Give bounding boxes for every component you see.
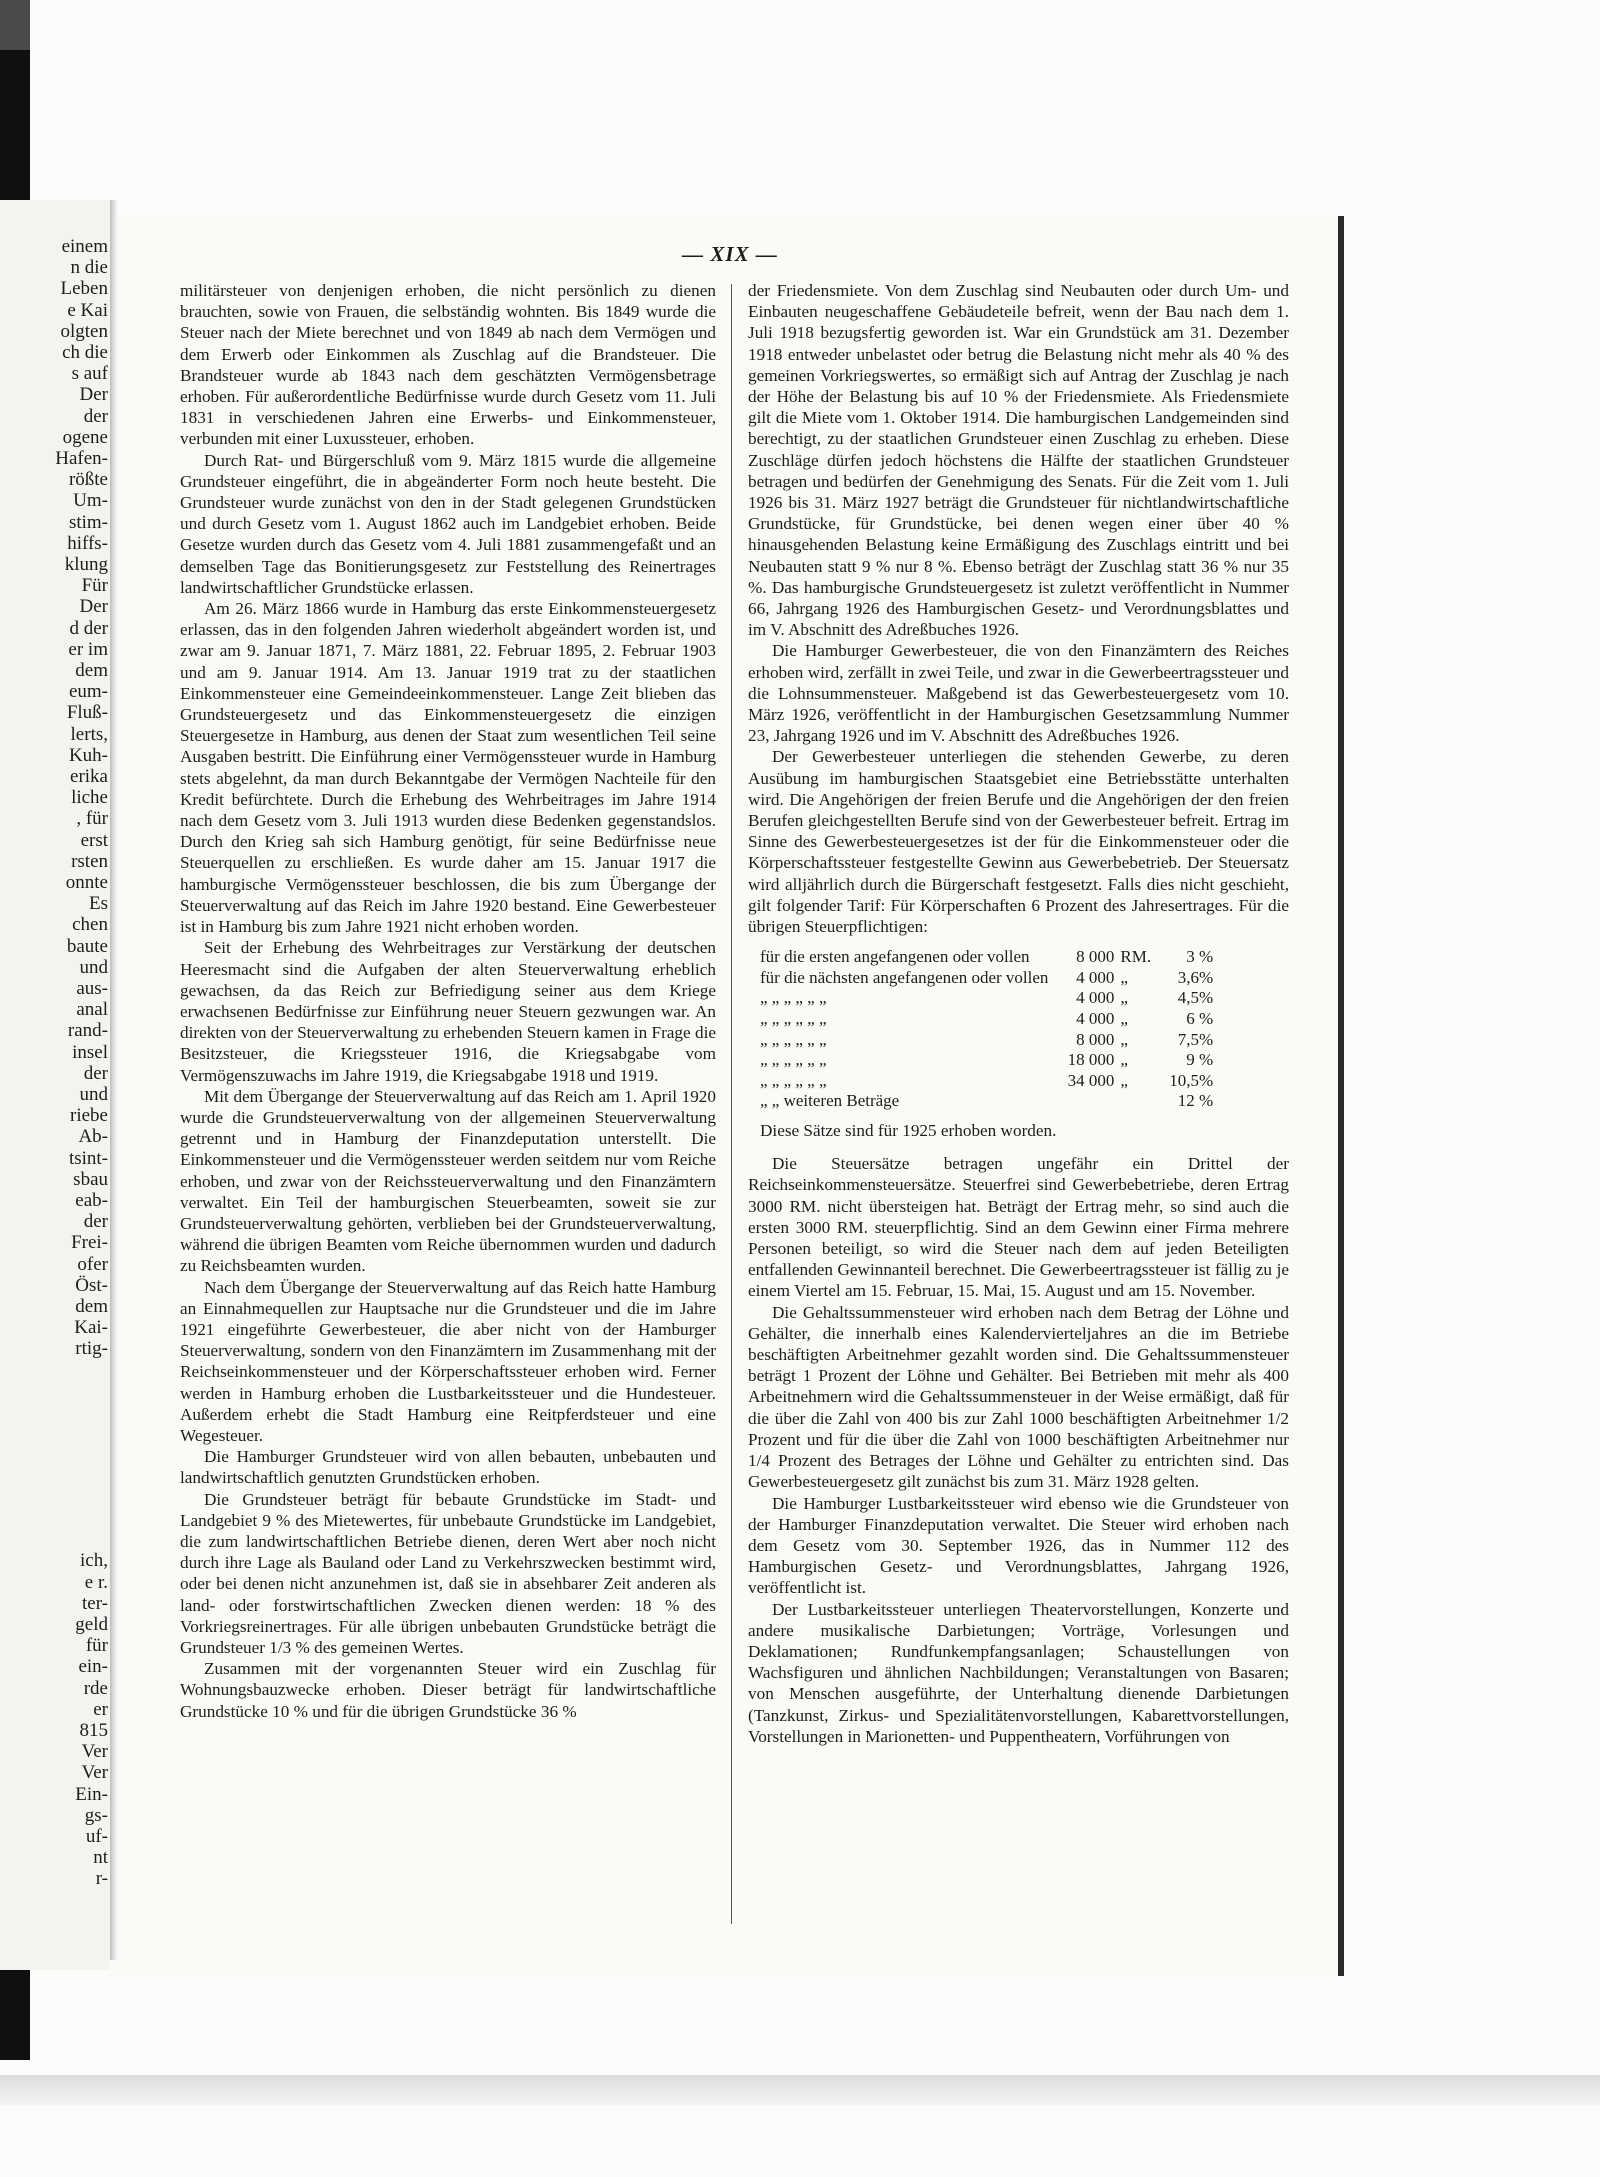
tarif-amount: 8 000 xyxy=(1076,1029,1115,1049)
left-page-fragment: n die xyxy=(70,257,108,279)
left-page-fragment: und xyxy=(79,956,108,978)
tarif-rate: 3,6% xyxy=(1177,967,1214,987)
tarif-row xyxy=(760,968,1219,989)
left-page-fragment: Leben xyxy=(60,278,108,300)
paragraph: militärsteuer von denjenigen erhoben, die nicht persönlich zu dienen brauchten, sowie von Frauen, die selbständig wohnten. Bis 1849 wurde die Steuer nach der Miete berechnet und von 1849 ab nach dem Vermögen und dem Erwerb oder Einkommen als Zuschlag auf die Brandsteuer. Die Brandsteuer wurde ab 1843 nach dem geschätzten Vermögensbetrage erhoben. Für außerordentliche Bedürfnisse wurde durch Gesetz vom 11. Juli 1831 in verschiedenen Jahren eine Erwerbs- und Einkommensteuer, verbunden mit einer Luxussteuer, erhoben. xyxy=(180,281,716,449)
left-page-fragment: aus- xyxy=(76,978,108,999)
tarif-text: „ „ „ „ „ „ xyxy=(760,1029,827,1049)
left-column xyxy=(180,280,716,1722)
left-page-fragment: chen xyxy=(72,914,108,936)
left-page-fragment: und xyxy=(79,1084,108,1105)
tarif-row xyxy=(760,1071,1219,1092)
left-page-fragment: lerts, xyxy=(70,723,108,745)
tarif-row xyxy=(760,1050,1219,1071)
tarif-unit: „ xyxy=(1120,1009,1128,1029)
left-page-fragment: r- xyxy=(95,1868,108,1890)
left-page-fragment: ofer xyxy=(77,1253,108,1275)
left-page-fragment: dem xyxy=(75,1296,108,1317)
tarif-unit xyxy=(1120,1091,1157,1112)
left-page-fragment: Frei- xyxy=(71,1232,108,1254)
tarif-amount: 4 000 xyxy=(1076,1009,1115,1029)
left-page-fragment: Fluß- xyxy=(66,702,108,724)
tarif-amount: 8 000 xyxy=(1076,947,1115,967)
tarif-unit: „ xyxy=(1120,1070,1128,1090)
left-page-fragment: dem xyxy=(75,660,108,681)
left-page-fragment: Für xyxy=(81,575,108,597)
left-page-fragment: stim- xyxy=(68,511,108,533)
tarif-rate: 7,5% xyxy=(1177,1029,1214,1049)
page-gutter xyxy=(110,200,118,1960)
left-page-fragment: Ver xyxy=(81,1762,108,1784)
tarif-rate: 3 % xyxy=(1186,947,1214,967)
paragraph: Durch Rat- und Bürgerschluß vom 9. März 1815 wurde die allgemeine Grundsteuer eingeführt, die in abgeänderter Form noch heute besteht. Die Grundsteuer wurde zunächst von den in der Stadt gelegenen Grundstücken und durch Gesetz vom 1. August 1862 auch im Landgebiet erhoben. Beide Gesetze wurden durch das Gesetz vom 4. Juli 1881 zusammengefaßt und an demselben Tage das Bonitierungsgesetz zur Feststellung des Reinertrages landwirtschaftlicher Grundstücke erlassen. xyxy=(180,450,716,597)
paragraph: Der Gewerbesteuer unterliegen die stehenden Gewerbe, zu deren Ausübung im hamburgischen Staatsgebiet eine Betriebsstätte unterhalten wird. Die Angehörigen der freien Berufe und die Angehörigen der den freien Berufen gleichgestellten Berufe sind von der Gewerbesteuer befreit. Ertrag im Sinne des Gewerbesteuergesetzes ist der für die Einkommensteuer oder die Körperschaftssteuer festgestellte Gewinn aus Gewerbebetrieb. Der Steuersatz wird alljährlich durch die Bürgerschaft festgesetzt. Falls dies nicht geschieht, gilt folgender Tarif: Für Körperschaften 6 Prozent des Jahresertrages. Für die übrigen Steuerpflichtigen: xyxy=(748,747,1289,937)
tarif-amount: 4 000 xyxy=(1076,988,1115,1008)
left-page-fragment: insel xyxy=(72,1041,108,1063)
left-page-fragment: ich, xyxy=(80,1550,108,1572)
left-page-fragment: erika xyxy=(70,766,108,787)
paragraph: Die Grundsteuer beträgt für bebaute Grundstücke im Stadt- und Landgebiet 9 % des Mietewertes, für unbebaute Grundstücke im Landgebiet, die zum landwirtschaftlichen Betriebe dienen, deren Wert aber noch nicht durch ihre Lage als Bauland oder Land zu Verkehrszwecken bestimmt wird, oder bei denen nicht anzunehmen ist, daß sie in absehbarer Zeit anderen als land- oder forstwirtschaftlichen Zwecken dienen werden: 18 % des Vorkriegsreinertrages. Für alle übrigen unbebauten Grundstücke beträgt die Grundsteuer 1/3 % des gemeinen Wertes. xyxy=(180,1489,716,1657)
tarif-amount: 4 000 xyxy=(1076,967,1115,987)
tarif-row xyxy=(760,1091,1219,1112)
left-page-fragment: eum- xyxy=(68,681,108,703)
left-page-fragment: der xyxy=(83,405,108,427)
left-page-fragment: Ein- xyxy=(75,1783,108,1805)
tax-rate-table xyxy=(760,947,1219,1112)
left-page-fragment: der xyxy=(83,1062,108,1084)
tarif-row xyxy=(760,1009,1219,1030)
tarif-unit: „ xyxy=(1120,1029,1128,1049)
left-page-fragment: ein- xyxy=(78,1656,108,1678)
left-page-fragment: onnte xyxy=(65,872,108,893)
left-page-fragment: anal xyxy=(76,999,108,1021)
scan-bottom-edge xyxy=(0,2075,1600,2105)
tarif-text: für die nächsten angefangenen oder vollen xyxy=(760,967,1049,987)
tarif-amount: 34 000 xyxy=(1067,1070,1115,1090)
left-page-fragment: ch die xyxy=(62,342,108,363)
left-page-fragment: Der xyxy=(79,384,108,406)
paragraph: Die Hamburger Grundsteuer wird von allen bebauten, unbebauten und landwirtschaftlich genutzten Grundstücken erhoben. xyxy=(180,1447,716,1488)
left-page-fragment: eab- xyxy=(75,1190,108,1211)
tarif-unit: RM. xyxy=(1120,947,1152,967)
paragraph: Die Hamburger Gewerbesteuer, die von den Finanzämtern des Reiches erhoben wird, zerfällt in zwei Teile, und zwar in die Gewerbeertragssteuer und die Lohnsummensteuer. Maßgebend ist das Gewerbesteuergesetz vom 10. März 1926, veröffentlicht in der Hamburgischen Gesetzsammlung Nummer 23, Jahrgang 1926 und im V. Abschnitt des Adreßbuches 1926. xyxy=(748,641,1289,746)
left-page-fragment: s auf xyxy=(71,363,108,385)
tarif-rate: 10,5% xyxy=(1169,1070,1214,1090)
left-page-fragment: e r. xyxy=(84,1571,108,1593)
tarif-amount xyxy=(1054,1091,1120,1112)
left-page-fragment: Kai- xyxy=(74,1317,108,1339)
left-page-fragment: Ver xyxy=(81,1741,108,1763)
left-page-fragment: tsint- xyxy=(68,1147,108,1169)
left-page-fragment: , für xyxy=(76,808,108,830)
left-page-fragment: e Kai xyxy=(67,299,108,321)
tarif-row xyxy=(760,988,1219,1009)
left-page-fragment: gs- xyxy=(84,1804,108,1826)
left-page-fragment: rößte xyxy=(68,469,108,491)
left-page-fragment: einem xyxy=(61,236,108,257)
left-page-fragment: für xyxy=(85,1635,108,1657)
paragraph: der Friedensmiete. Von dem Zuschlag sind Neubauten oder durch Um- und Einbauten neugeschaffene Gebäudeteile befreit, wenn der Bau nach dem 1. Juli 1918 bezugsfertig geworden ist. War ein Grundstück am 31. Dezember 1918 entweder unbelastet oder betrug die Belastung nicht mehr als 40 % des gemeinen Vorkriegswertes, so ermäßigt sich auf Antrag der Zuschlag je nach der Höhe der Belastung bis auf 10 % der Friedensmiete. Als Friedensmiete gilt die Miete vom 1. Oktober 1914. Die hamburgischen Landgemeinden sind berechtigt, zu der staatlichen Grundsteuer einen Zuschlag zu erheben. Diese Zuschläge dürfen jedoch höchstens die Hälfte der staatlichen Grundsteuer betragen und bedürfen der Genehmigung des Senats. Für die Zeit vom 1. Juli 1926 bis 31. März 1927 beträgt die Grundsteuer für nichtlandwirtschaftliche Grundstücke, für Grundstücke, bei denen wegen einer über 40 % hinausgehenden Belastung keine Ermäßigung des Zuschlags eintritt und bei Neubauten statt 9 % nur 8 %. Ebenso beträgt der Zuschlag statt 36 % nur 35 %. Das hamburgische Grundsteuergesetz ist zuletzt veröffentlicht in Nummer 66, Jahrgang 1926 des Hamburgischen Gesetz- und Verordnungsblattes und im V. Abschnitt des Adreßbuches 1926. xyxy=(748,281,1289,640)
tarif-unit: „ xyxy=(1120,967,1128,987)
left-page-fragment: d der xyxy=(69,617,108,639)
tarif-unit: „ xyxy=(1120,988,1128,1008)
left-page-edge xyxy=(0,200,110,1970)
tarif-rate: 12 % xyxy=(1177,1091,1214,1111)
left-page-fragment: olgten xyxy=(60,320,108,342)
left-page-fragment: der xyxy=(83,1211,108,1233)
left-page-fragment: Öst- xyxy=(75,1274,108,1296)
column-divider xyxy=(731,284,732,1924)
page-number: — XIX — xyxy=(682,242,778,266)
left-page-fragment: ogene xyxy=(62,426,108,448)
left-page-fragment: klung xyxy=(64,554,108,575)
tarif-note: Diese Sätze sind für 1925 erhoben worden. xyxy=(760,1121,1057,1141)
left-page-fragment: 815 xyxy=(79,1720,108,1741)
paragraph: Zusammen mit der vorgenannten Steuer wird ein Zuschlag für Wohnungsbauzwecke erhoben. Dieser beträgt für landwirtschaftliche Grundstücke 10 % und für die übrigen Grundstücke 36 % xyxy=(180,1659,716,1721)
tarif-rate: 4,5% xyxy=(1177,988,1214,1008)
tarif-text: „ „ weiteren Beträge xyxy=(760,1091,900,1111)
tarif-text: „ „ „ „ „ „ xyxy=(760,1050,827,1070)
tarif-row xyxy=(760,947,1219,968)
left-page-fragment: baute xyxy=(66,935,108,957)
paragraph: Mit dem Übergange der Steuerverwaltung auf das Reich am 1. April 1920 wurde die Grundsteuerverwaltung von der allgemeinen Steuerverwaltung getrennt und in Hamburg der Finanzdeputation unterstellt. Die Einkommensteuer und die Vermögenssteuer werden seitdem nur vom Reiche erhoben, und zwar von der Reichssteuerverwaltung und den Finanzämtern verwaltet. Ein Teil der hamburgischen Steuerbeamten, soweit sie zur Grundsteuerverwaltung gehörten, verblieben bei der Grundsteuerverwaltung, während die übrigen Beamten vom Reiche übernommen wurden und dadurch zu Reichsbeamten wurden. xyxy=(180,1086,716,1276)
left-page-fragment: rsten xyxy=(71,850,108,872)
left-page-fragment: Ab- xyxy=(78,1126,108,1148)
left-page-fragment: rtig- xyxy=(75,1338,108,1360)
left-page-fragment: riebe xyxy=(70,1105,108,1127)
left-page-fragment: er xyxy=(93,1698,108,1720)
paragraph: Die Hamburger Lustbarkeitssteuer wird ebenso wie die Grundsteuer von der Hamburger Finanzdeputation verwaltet. Die Steuer wird erhoben nach dem Gesetz vom 30. September 1926, das in Nummer 112 des Hamburgischen Gesetz- und Verordnungsblattes, Jahrgang 1926, veröffentlicht ist. xyxy=(748,1493,1289,1598)
right-column xyxy=(748,280,1289,1747)
tarif-unit: „ xyxy=(1120,1050,1128,1070)
left-page-fragment: uf- xyxy=(85,1826,108,1847)
paragraph: Am 26. März 1866 wurde in Hamburg das erste Einkommensteuergesetz erlassen, das in den folgenden Jahren wiederholt abgeändert worden ist, und zwar am 9. Januar 1871, 7. März 1881, 22. Februar 1895, 2. Februar 1903 und am 9. Januar 1914. Am 13. Januar 1919 trat zu der staatlichen Einkommensteuer eine Gemeindeeinkommensteuer. Lange Zeit blieben das Grundsteuergesetz und das Einkommensteuergesetz die einzigen Steuergesetze in Hamburg, aus denen der Staat zum wesentlichen Teil seine Ausgaben bestritt. Die Einführung einer Vermögenssteuer wurde in Hamburg stets abgelehnt, da man durch Bekanntgabe der Vermögen Nachteile für den Kredit befürchtete. Durch die Erhebung des Wehrbeitrages im Jahre 1914 nach dem Gesetz vom 3. Juli 1913 wurden diese Bedenken gegenstandslos. Durch den Krieg sah sich Hamburg genötigt, für seine Bedürfnisse neue Steuerquellen zu erschließen. Es wurde daher am 15. Januar 1917 die hamburgische Vermögenssteuer beschlossen, die bis zum Übergange der Steuerverwaltung auf das Reich im Jahre 1920 bestand. Eine Gewerbesteuer ist in Hamburg bis zum Jahre 1921 nicht erhoben worden. xyxy=(180,599,716,937)
left-page-fragment: er im xyxy=(68,638,108,660)
tarif-rate: 6 % xyxy=(1186,1009,1214,1029)
tarif-rate: 9 % xyxy=(1186,1050,1214,1070)
paragraph: Seit der Erhebung des Wehrbeitrages zur Verstärkung der deutschen Heeresmacht sind die Aufgaben der alten Steuerverwaltung erheblich gewachsen, da das Reich zur Befriedigung seiner aus dem Kriege erwachsenen Bedürfnisse zur Einführung neuer Steuern gezwungen war. An direkten von der Steuerverwaltung zu erhebenden Steuern kamen in Frage die Besitzsteuer, die Kriegssteuer 1916, die Kriegsabgabe vom Vermögenszuwachs im Jahre 1919, die Kriegsabgabe 1918 und 1919. xyxy=(180,938,716,1085)
paragraph: Der Lustbarkeitssteuer unterliegen Theatervorstellungen, Konzerte und andere musikalische Darbietungen; Vorträge, Vorlesungen und Deklamationen; Rundfunkempfangsanlagen; Schaustellungen von Wachsfiguren und ähnlichen Nachbildungen; Veranstaltungen von Basaren; von Menschen ausgeführte, der Unterhaltung dienende Darbietungen (Tanzkunst, Zirkus- und Spezialitätenvorstellungen, Kabarettvorstellungen, Vorstellungen in Marionetten- und Puppentheatern, Vorführungen von xyxy=(748,1599,1289,1746)
tarif-text: für die ersten angefangenen oder vollen xyxy=(760,947,1030,967)
left-page-fragment: Es xyxy=(89,893,108,915)
tarif-text: „ „ „ „ „ „ xyxy=(760,988,827,1008)
left-page-fragment: Der xyxy=(79,596,108,618)
spine-shadow-top xyxy=(0,0,30,55)
tarif-row xyxy=(760,1030,1219,1051)
left-page-fragment: hiffs- xyxy=(67,532,108,554)
left-page-fragment: rand- xyxy=(67,1020,108,1042)
tarif-text: „ „ „ „ „ „ xyxy=(760,1009,827,1029)
paragraph: Nach dem Übergange der Steuerverwaltung auf das Reich hatte Hamburg an Einnahmequellen zur Hauptsache nur die Grundsteuer und die im Jahre 1921 eingeführte Gewerbesteuer, die aber nicht von der Hamburger Steuerverwaltung, sondern von den Finanzämtern im Zusammenhang mit der Reichseinkommensteuer und der Körperschaftssteuer erhoben wird. Ferner werden in Hamburg erhoben die Lustbarkeitssteuer und die Hundesteuer. Außerdem erhebt die Stadt Hamburg eine Reitpferdsteuer und eine Wegesteuer. xyxy=(180,1277,716,1445)
tarif-text: „ „ „ „ „ „ xyxy=(760,1070,827,1090)
left-page-fragment: liche xyxy=(71,787,108,809)
left-page-fragment: Hafen- xyxy=(55,448,108,469)
left-page-fragment: rde xyxy=(83,1677,108,1699)
left-page-fragment: erst xyxy=(80,829,108,851)
paragraph: Die Gehaltssummensteuer wird erhoben nach dem Betrag der Löhne und Gehälter, die innerhalb eines Kalendervierteljahres an die im Betriebe beschäftigten Arbeitnehmer gezahlt worden sind. Die Gehaltssummensteuer beträgt 1 Prozent der Löhne und Gehälter. Bei Betrieben mit mehr als 400 Arbeitnehmern wird die Gehaltssummensteuer in der Weise ermäßigt, daß für die über die Zahl von 400 bis zur Zahl 1000 beschäftigten Arbeitnehmer 1/2 Prozent und für die über die Zahl von 1000 beschäftigten Arbeitnehmer nur 1/4 Prozent des Betrages der Löhne und Gehälter zu entrichten sind. Das Gewerbesteuergesetz gilt zunächst bis zum 31. März 1928 gelten. xyxy=(748,1302,1289,1492)
left-page-fragment: Um- xyxy=(73,490,108,512)
left-page-fragment: ter- xyxy=(82,1592,108,1614)
left-page-fragment: nt xyxy=(93,1847,108,1869)
left-page-fragment: sbau xyxy=(73,1168,108,1190)
left-page-fragment: geld xyxy=(75,1614,108,1635)
left-page-fragment: Kuh- xyxy=(68,744,108,766)
tarif-amount: 18 000 xyxy=(1067,1050,1115,1070)
paragraph: Die Steuersätze betragen ungefähr ein Drittel der Reichseinkommensteuersätze. Steuerfrei sind Gewerbebetriebe, deren Ertrag 3000 RM. nicht übersteigen hat. Beträgt der Ertrag mehr, so sind auch die ersten 3000 RM. steuerpflichtig. Sind an dem Gewinn einer Firma mehrere Personen beteiligt, so wird die Steuer nach dem auf jeden Beteiligten entfallenden Gewinnanteil berechnet. Die Gewerbeertragssteuer ist fällig zu je einem Viertel am 15. Februar, 15. Mai, 15. August und am 15. November. xyxy=(748,1154,1289,1301)
